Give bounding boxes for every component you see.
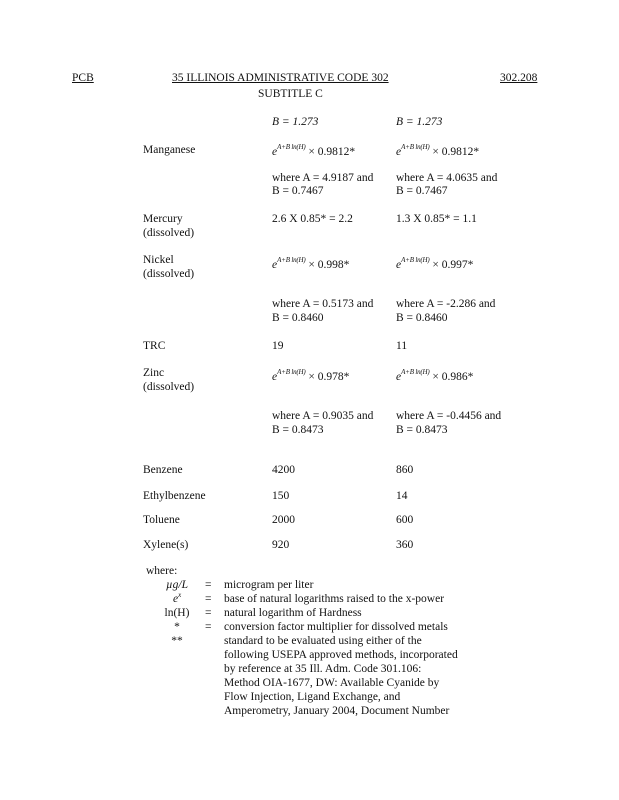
nickel-col1-formula: $e^{A+B ln(H)} \times 0.998*$ (272, 256, 350, 271)
nickel-col1-where1: where A = 0.5173 and (272, 298, 374, 310)
zinc-col2-exponent: A+B ln(H) (401, 368, 430, 376)
ethylbenzene-col1: 150 (272, 490, 290, 502)
zinc-label: Zinc (143, 367, 165, 379)
zinc-sublabel: (dissolved) (143, 381, 195, 393)
zinc-col1-formula: $e^{A+B ln(H)} \times 0.978*$ (272, 368, 350, 383)
legend-eq: = (205, 607, 212, 619)
header-left: PCB (72, 72, 94, 84)
manganese-col1-formula: $e^{A+B ln(H)} \times 0.9812*$ (272, 143, 356, 158)
zinc-col2-where1: where A = -0.4456 and (396, 410, 502, 422)
zinc-col2-formula: $e^{A+B ln(H)} \times 0.986*$ (396, 368, 474, 383)
legend-symbol-ugl: µg/L (166, 579, 188, 591)
zinc-col1-where1: where A = 0.9035 and (272, 410, 374, 422)
nickel-col2-formula: $e^{A+B ln(H)} \times 0.997*$ (396, 256, 474, 271)
legend-continuation-line: following USEPA approved methods, incorporated (224, 649, 458, 661)
zinc-col1-exponent: A+B ln(H) (277, 368, 306, 376)
trc-col2: 11 (396, 340, 408, 352)
xylenes-label: Xylene(s) (143, 539, 189, 551)
toluene-col2: 600 (396, 514, 414, 526)
trc-col1: 19 (272, 340, 284, 352)
manganese-col1-exponent: A+B ln(H) (277, 143, 306, 151)
toluene-col1: 2000 (272, 514, 295, 526)
top-b-col1: B = 1.273 (272, 116, 319, 128)
trc-label: TRC (143, 340, 166, 352)
legend-text-ex: base of natural logarithms raised to the x-power (224, 593, 445, 605)
nickel-col1-exponent: A+B ln(H) (277, 256, 306, 264)
manganese-label: Manganese (143, 144, 196, 156)
legend-text-doublestar: standard to be evaluated using either of the (224, 635, 422, 647)
nickel-col2-where1: where A = -2.286 and (396, 298, 496, 310)
ethylbenzene-label: Ethylbenzene (143, 490, 206, 502)
legend-continuation-line: Amperometry, January 2004, Document Number (224, 705, 450, 717)
nickel-col2-where2: B = 0.8460 (396, 312, 448, 324)
mercury-label: Mercury (143, 213, 183, 225)
zinc-col1-where2: B = 0.8473 (272, 424, 324, 436)
legend-symbol-star: * (174, 621, 180, 633)
manganese-col2-where2: B = 0.7467 (396, 185, 448, 197)
legend-continuation-line: by reference at 35 Ill. Adm. Code 301.106: (224, 663, 422, 675)
manganese-col2-multiplier: × 0.9812* (432, 146, 480, 158)
benzene-col1: 4200 (272, 464, 295, 476)
legend-symbol-lnh: ln(H) (164, 607, 190, 619)
zinc-col1-multiplier: × 0.978* (308, 371, 350, 383)
legend-eq: = (205, 579, 212, 591)
ethylbenzene-col2: 14 (396, 490, 408, 502)
legend-text-lnh: natural logarithm of Hardness (224, 607, 362, 619)
nickel-label: Nickel (143, 254, 174, 266)
mercury-sublabel: (dissolved) (143, 227, 195, 239)
toluene-label: Toluene (143, 514, 180, 526)
header-subtitle: SUBTITLE C (258, 88, 323, 100)
legend-intro: where: (146, 565, 178, 577)
legend-continuation-line: Flow Injection, Ligand Exchange, and (224, 691, 401, 703)
manganese-col1-multiplier: × 0.9812* (308, 146, 356, 158)
xylenes-col1: 920 (272, 539, 290, 551)
legend-eq: = (205, 621, 212, 633)
xylenes-col2: 360 (396, 539, 414, 551)
zinc-col2-multiplier: × 0.986* (432, 371, 474, 383)
manganese-col2-exponent: A+B ln(H) (401, 143, 430, 151)
header-center: 35 ILLINOIS ADMINISTRATIVE CODE 302 (172, 72, 389, 84)
legend-eq: = (205, 593, 212, 605)
benzene-label: Benzene (143, 464, 183, 476)
benzene-col2: 860 (396, 464, 414, 476)
nickel-col2-multiplier: × 0.997* (432, 259, 474, 271)
legend-continuation-line: Method OIA-1677, DW: Available Cyanide by (224, 677, 440, 689)
manganese-col1-where2: B = 0.7467 (272, 185, 324, 197)
nickel-sublabel: (dissolved) (143, 268, 195, 280)
mercury-col1: 2.6 X 0.85* = 2.2 (272, 213, 353, 225)
zinc-col2-where2: B = 0.8473 (396, 424, 448, 436)
manganese-col2-formula: $e^{A+B ln(H)} \times 0.9812*$ (396, 143, 480, 158)
nickel-col2-exponent: A+B ln(H) (401, 256, 430, 264)
manganese-col1-where1: where A = 4.9187 and (272, 172, 374, 184)
mercury-col2: 1.3 X 0.85* = 1.1 (396, 213, 477, 225)
top-b-col2: B = 1.273 (396, 116, 443, 128)
legend-text-ugl: microgram per liter (224, 579, 314, 591)
legend-symbol-doublestar: ** (171, 635, 183, 647)
header-right: 302.208 (500, 72, 538, 84)
legend-text-star: conversion factor multiplier for dissolved metals (224, 621, 448, 633)
nickel-col1-where2: B = 0.8460 (272, 312, 324, 324)
legend-symbol-ex: $e^x$ (172, 591, 182, 605)
nickel-col1-multiplier: × 0.998* (308, 259, 350, 271)
manganese-col2-where1: where A = 4.0635 and (396, 172, 498, 184)
